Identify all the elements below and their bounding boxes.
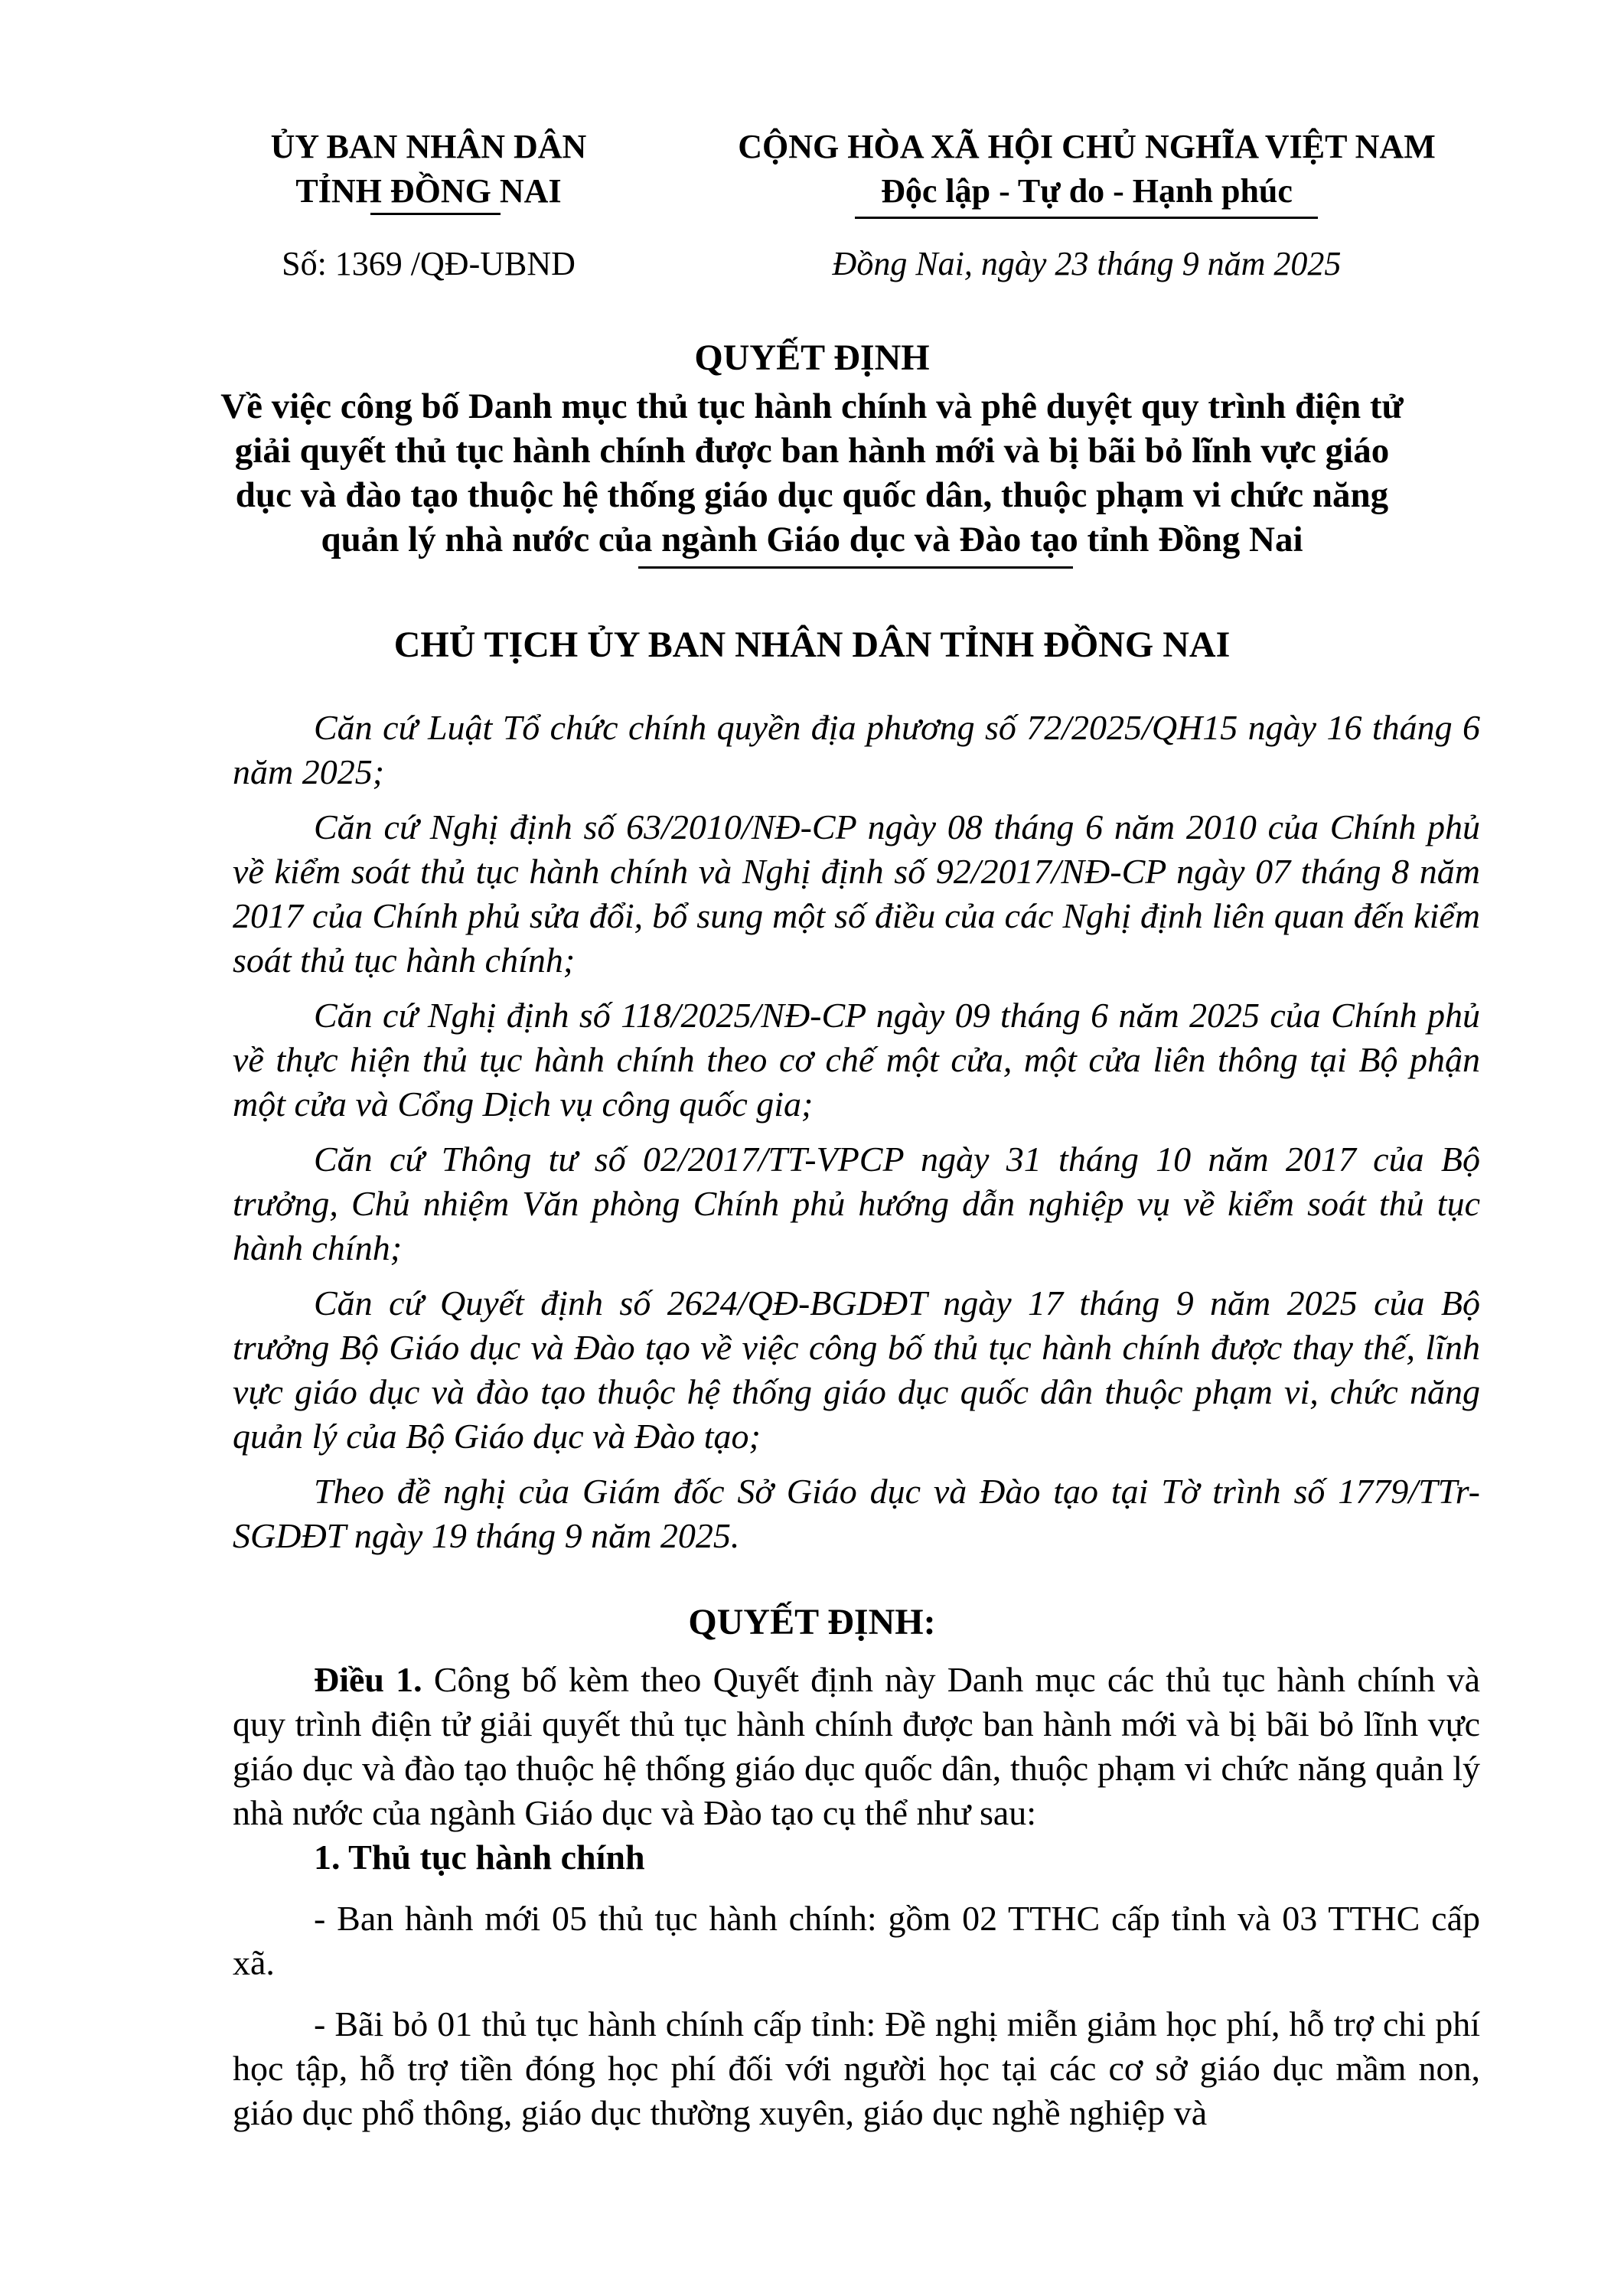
legal-basis: Căn cứ Thông tư số 02/2017/TT-VPCP ngày 31 tháng 10 năm 2017 của Bộ trưởng, Chủ nhiệm Văn phòng Chính phủ hướng dẫn nghiệp vụ về kiểm soát thủ tục hành chính;: [233, 1140, 1480, 1267]
issuer-province: TỈNH ĐỒNG NAI: [295, 172, 562, 210]
document-title: QUYẾT ĐỊNH: [694, 338, 930, 378]
section-1-item: - Ban hành mới 05 thủ tục hành chính: gồm 02 TTHC cấp tỉnh và 03 TTHC cấp xã.: [233, 1899, 1480, 1982]
issue-date: Đồng Nai, ngày 23 tháng 9 năm 2025: [832, 245, 1342, 282]
article-1-block: [233, 1658, 1480, 2135]
issuer-name: ỦY BAN NHÂN DÂN: [270, 128, 587, 165]
section-1-heading: 1. Thủ tục hành chính: [314, 1838, 645, 1877]
legal-basis: Căn cứ Luật Tổ chức chính quyền địa phương số 72/2025/QH15 ngày 16 tháng 6 năm 2025;: [233, 708, 1480, 791]
legal-basis: Căn cứ Quyết định số 2624/QĐ-BGDĐT ngày 17 tháng 9 năm 2025 của Bộ trưởng Bộ Giáo dục và Đào tạo về việc công bố thủ tục hành chính được thay thế, lĩnh vực giáo dục và đào tạo thuộc hệ thống giáo dục quốc dân thuộc phạm vi, chức năng quản lý của Bộ Giáo dục và Đào tạo;: [233, 1283, 1480, 1456]
legal-basis: Căn cứ Nghị định số 63/2010/NĐ-CP ngày 08 tháng 6 năm 2010 của Chính phủ về kiểm soát thủ tục hành chính và Nghị định số 92/2017/NĐ-CP ngày 07 tháng 8 năm 2017 của Chính phủ sửa đổi, bổ sung một số điều của các Nghị định liên quan đến kiểm soát thủ tục hành chính;: [233, 807, 1480, 980]
legal-basis: Căn cứ Nghị định số 118/2025/NĐ-CP ngày 09 tháng 6 năm 2025 của Chính phủ về thực hiện thủ tục hành chính theo cơ chế một cửa, một cửa liên thông tại Bộ phận một cửa và Cổng Dịch vụ công quốc gia;: [233, 996, 1480, 1124]
legal-bases: [233, 706, 1480, 1558]
authority-heading: CHỦ TỊCH ỦY BAN NHÂN DÂN TỈNH ĐỒNG NAI: [393, 625, 1231, 665]
title-underline: [638, 566, 1073, 569]
title-subtitle-line: quản lý nhà nước của ngành Giáo dục và Đào tạo tỉnh Đồng Nai: [321, 520, 1303, 559]
article-1-text: Công bố kèm theo Quyết định này Danh mục các thủ tục hành chính và quy trình điện tử giải quyết thủ tục hành chính được ban hành mới và bị bãi bỏ lĩnh vực giáo dục và đào tạo thuộc hệ thống giáo dục quốc dân, thuộc phạm vi chức năng quản lý nhà nước của ngành Giáo dục và Đào tạo cụ thể như sau:: [233, 1660, 1480, 1832]
title-subtitle-line: giải quyết thủ tục hành chính được ban hành mới và bị bãi bỏ lĩnh vực giáo: [234, 431, 1390, 471]
document-number: Số: 1369 /QĐ-UBND: [282, 245, 576, 282]
decision-heading: QUYẾT ĐỊNH:: [688, 1602, 936, 1642]
title-subtitle-line: Về việc công bố Danh mục thủ tục hành chính và phê duyệt quy trình điện tử: [220, 386, 1404, 426]
issuer-underline: [370, 213, 501, 215]
article-1-label: Điều 1.: [314, 1660, 422, 1699]
motto-underline: [855, 217, 1318, 219]
title-subtitle-line: dục và đào tạo thuộc hệ thống giáo dục quốc dân, thuộc phạm vi chức năng: [235, 475, 1389, 515]
section-1-item: - Bãi bỏ 01 thủ tục hành chính cấp tỉnh: Đề nghị miễn giảm học phí, hỗ trợ chi phí học tập, hỗ trợ tiền đóng học phí đối với người học tại các cơ sở giáo dục mầm non, giáo dục phổ thông, giáo dục thường xuyên, giáo dục nghề nghiệp và: [233, 2004, 1480, 2132]
country-name: CỘNG HÒA XÃ HỘI CHỦ NGHĨA VIỆT NAM: [738, 128, 1436, 165]
legal-basis: Theo đề nghị của Giám đốc Sở Giáo dục và Đào tạo tại Tờ trình số 1779/TTr-SGDĐT ngày 19 tháng 9 năm 2025.: [233, 1472, 1480, 1555]
national-motto: Độc lập - Tự do - Hạnh phúc: [881, 172, 1293, 210]
article-1: [233, 1658, 1480, 1835]
